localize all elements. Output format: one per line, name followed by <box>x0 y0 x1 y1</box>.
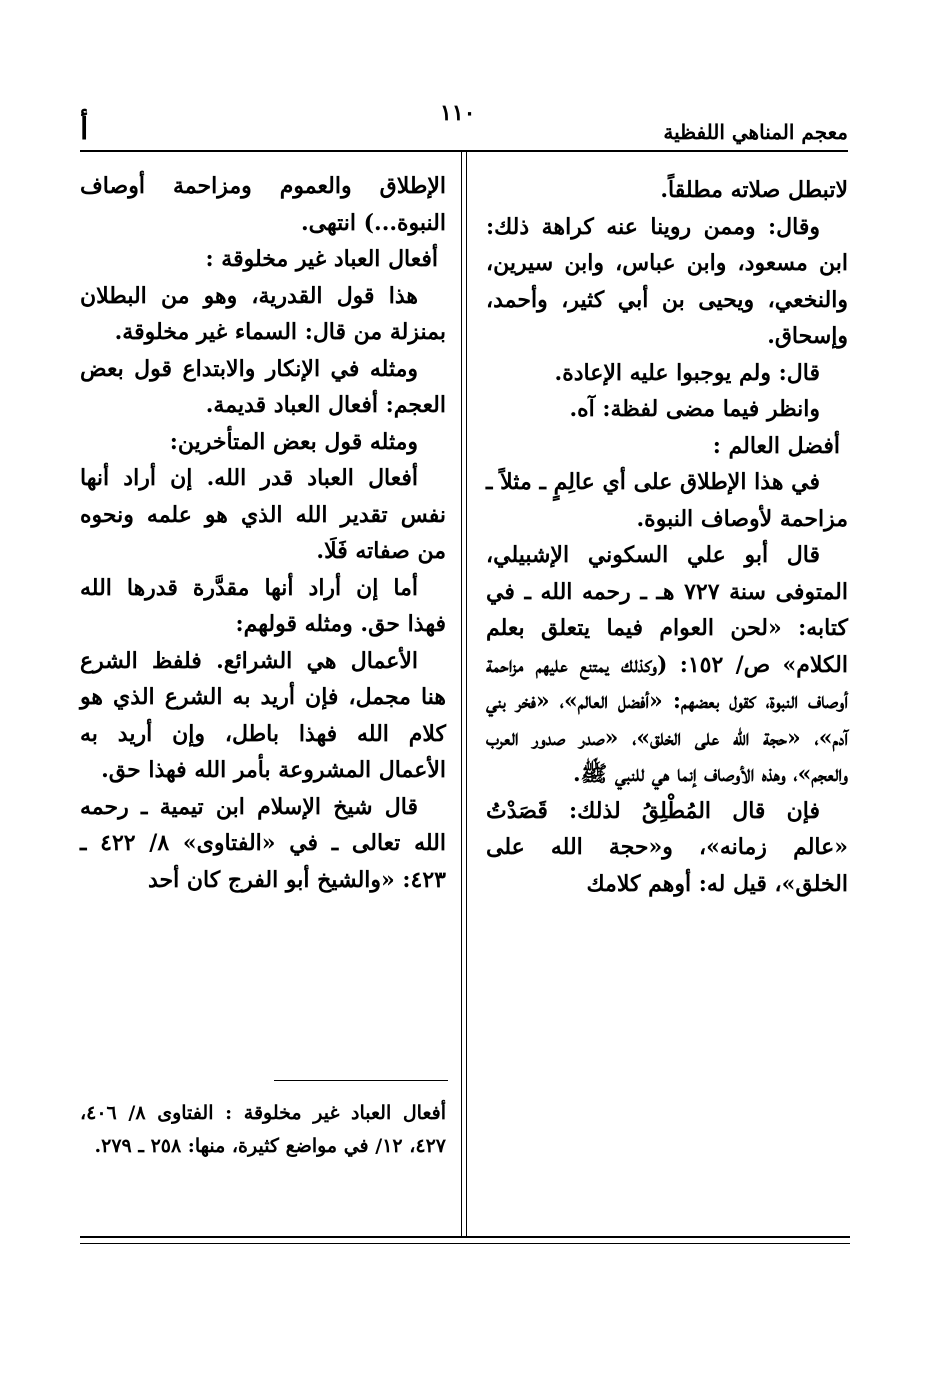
paragraph: قال أبو علي السكوني الإشبيلي، المتوفى سنة ٧٢٧ هـ ـ رحمه الله ـ في كتابه: «لحن العوام فيما يتعلق بعلم الكلام» ص/ ١٥٢: (وكذلك يمتنع عليهم مزاحمة أوصاف النبوة، كقول بعضهم: «أفضل العالم»، «فخر بني آدم»، «حجة الله على الخلق»، «صدر صدور العرب والعجم»، وهذه الأوصاف إنما هي للنبي ﷺ. <box>486 542 848 787</box>
footnote-separator <box>274 1080 448 1081</box>
paragraph: قال: ولم يوجبوا عليه الإعادة. <box>554 359 820 386</box>
paragraph: لاتبطل صلاته مطلقاً. <box>660 177 848 203</box>
paragraph: قال شيخ الإسلام ابن تيمية ـ رحمه الله تعالى ـ في «الفتاوى» ٨/ ٤٢٢ ـ ٤٢٣: «والشيخ أبو الفرج كان أحد <box>80 793 446 893</box>
side-letter-marker: أ <box>80 112 89 147</box>
paragraph: فإن قال المُطْلِقُ لذلك: قَصَدْتُ «عالم زمانه»، و«حجة الله على الخلق»، قيل له: أوهم كلامك <box>486 797 848 897</box>
column-divider <box>461 152 462 1236</box>
paragraph: أما إن أراد أنها مقدَّرة قدرها الله فهذا حق. ومثله قولهم: <box>80 574 446 637</box>
column-divider <box>466 152 467 1236</box>
paragraph: وانظر فيما مضى لفظة: آه. <box>569 396 820 422</box>
paragraph: هذا قول القدرية، وهو من البطلان بمنزلة من قال: السماء غير مخلوقة. <box>80 282 446 345</box>
paragraph: الإطلاق والعموم ومزاحمة أوصاف النبوة...) انتهى. <box>80 173 446 236</box>
page-number: ١١٠ <box>440 100 476 126</box>
paragraph: الأعمال هي الشرائع. فلفظ الشرع هنا مجمل، فإن أريد به الشرع الذي هو كلام الله فهذا باطل، وإن أريد به الأعمال المشروعة بأمر الله فهذا حق. <box>80 647 446 783</box>
paragraph: في هذا الإطلاق على أي عالِمٍ ـ مثلاً ـ مزاحمة لأوصاف النبوة. <box>486 469 848 532</box>
running-header-title: معجم المناهي اللفظية <box>663 120 848 144</box>
footnote: أفعال العباد غير مخلوقة : الفتاوى ٨/ ٤٠٦، ٤٢٧، ١٢/ في مواضع كثيرة، منها: ٢٥٨ ـ ٢٧٩. <box>80 1102 446 1157</box>
left-column <box>80 168 446 898</box>
paragraph: ومثله في الإنكار والابتداع قول بعض العجم: أفعال العباد قديمة. <box>80 355 446 418</box>
paragraph: أفعال العباد قدر الله. إن أراد أنها نفس تقدير الله الذي هو علمه ونحوه من صفاته فَلَا. <box>80 465 446 564</box>
paragraph: ومثله قول بعض المتأخرين: <box>169 428 418 455</box>
entry-heading: أفعال العباد غير مخلوقة : <box>205 246 438 272</box>
entry-heading: أفضل العالم : <box>712 432 840 459</box>
paragraph: وقال: وممن روينا عنه كراهة ذلك: ابن مسعود، وابن عباس، وابن سيرين، والنخعي، ويحيى بن أبي كثير، وأحمد، وإسحاق. <box>486 213 848 349</box>
header-rule <box>80 150 848 152</box>
right-column <box>486 172 848 902</box>
footer-rule-thin <box>80 1243 850 1244</box>
footer-rule <box>80 1236 850 1238</box>
